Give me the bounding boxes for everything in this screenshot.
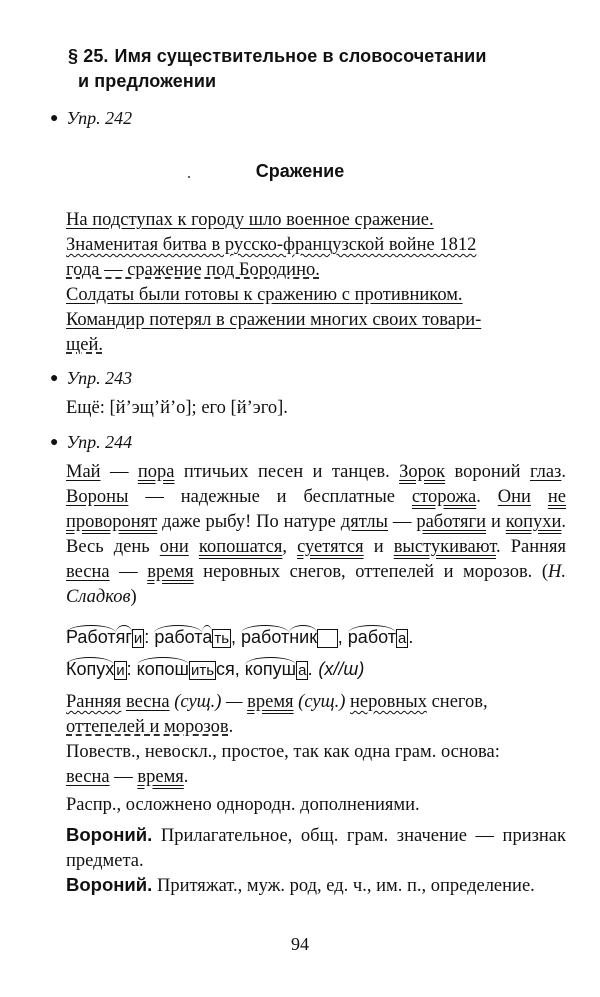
text-line: На подступах к городу шло военное сражение. bbox=[66, 210, 434, 230]
word-definition-2: Вороний. Притяжат., муж. род, ед. ч., им. п., определение. bbox=[66, 874, 535, 896]
sentence-analysis: Ранняя весна (сущ.) — время (сущ.) неровных снегов, оттепелей и морозов. bbox=[66, 692, 488, 737]
section-heading bbox=[68, 44, 528, 94]
bullet-icon: ● bbox=[50, 435, 59, 450]
exercise-244-label: ● Упр. 244 bbox=[50, 432, 133, 452]
word-definition-1: Вороний. Прилагательное, общ. грам. значение — признак предмета. bbox=[66, 824, 566, 871]
exercise-244-text: Май — пора птичьих песен и танцев. Зорок вороний глаз. Вороны — надежные и бесплатные сторожа. Они не проворонят даже рыбу! По натуре дятлы — работяги и копухи. Весь день они копошатся, суетятся и выстукивают. Ранняя весна — время неровных снегов, оттепелей и морозов. (Н. Сладков) bbox=[66, 462, 567, 607]
morpheme-analysis-2: Копух и : копош ить ся, копуш а . (х//ш) bbox=[66, 659, 365, 679]
bullet-icon: ● bbox=[50, 111, 59, 126]
exercise-242-label: ● Упр. 242 bbox=[50, 108, 133, 128]
morpheme-analysis-1: Работяг и : работа ть , работник , работ а . bbox=[66, 627, 414, 647]
exercise-242-text bbox=[66, 208, 566, 358]
section-title-line1: Имя существительное в словосочетании bbox=[114, 46, 487, 66]
ending-box: ть bbox=[214, 630, 230, 647]
section-title-line2: и предложении bbox=[78, 71, 217, 91]
text-line: Командир потерял в сражении многих своих товари- bbox=[66, 310, 482, 330]
exercise-243-label: ● Упр. 243 bbox=[50, 368, 133, 388]
ending-box: и bbox=[133, 630, 143, 647]
bullet-icon: ● bbox=[50, 371, 59, 386]
ending-box: а bbox=[298, 662, 307, 679]
sentence-characteristics: Повеств., невоскл., простое, так как одна грам. основа: весна — время. Распр., осложнено однородн. дополнениями. bbox=[66, 742, 500, 815]
text-title: Сражение bbox=[255, 161, 345, 181]
text-line: Солдаты были готовы к сражению с противником. bbox=[66, 285, 463, 305]
section-number: § 25. bbox=[68, 46, 109, 66]
exercise-243-answer: Ещё: [й’эщ’й’о]; его [й’эго]. bbox=[66, 398, 288, 418]
ending-box: ить bbox=[190, 662, 215, 679]
ending-box: и bbox=[116, 662, 125, 679]
text-line: щей. bbox=[66, 335, 103, 355]
ending-box: а bbox=[398, 630, 407, 647]
text-line: Знаменитая битва в русско-французской войне 1812 bbox=[66, 235, 477, 255]
zero-ending-box bbox=[317, 629, 338, 648]
page-number: 94 bbox=[291, 934, 309, 954]
text-line: года — сражение под Бородино. bbox=[66, 260, 320, 280]
